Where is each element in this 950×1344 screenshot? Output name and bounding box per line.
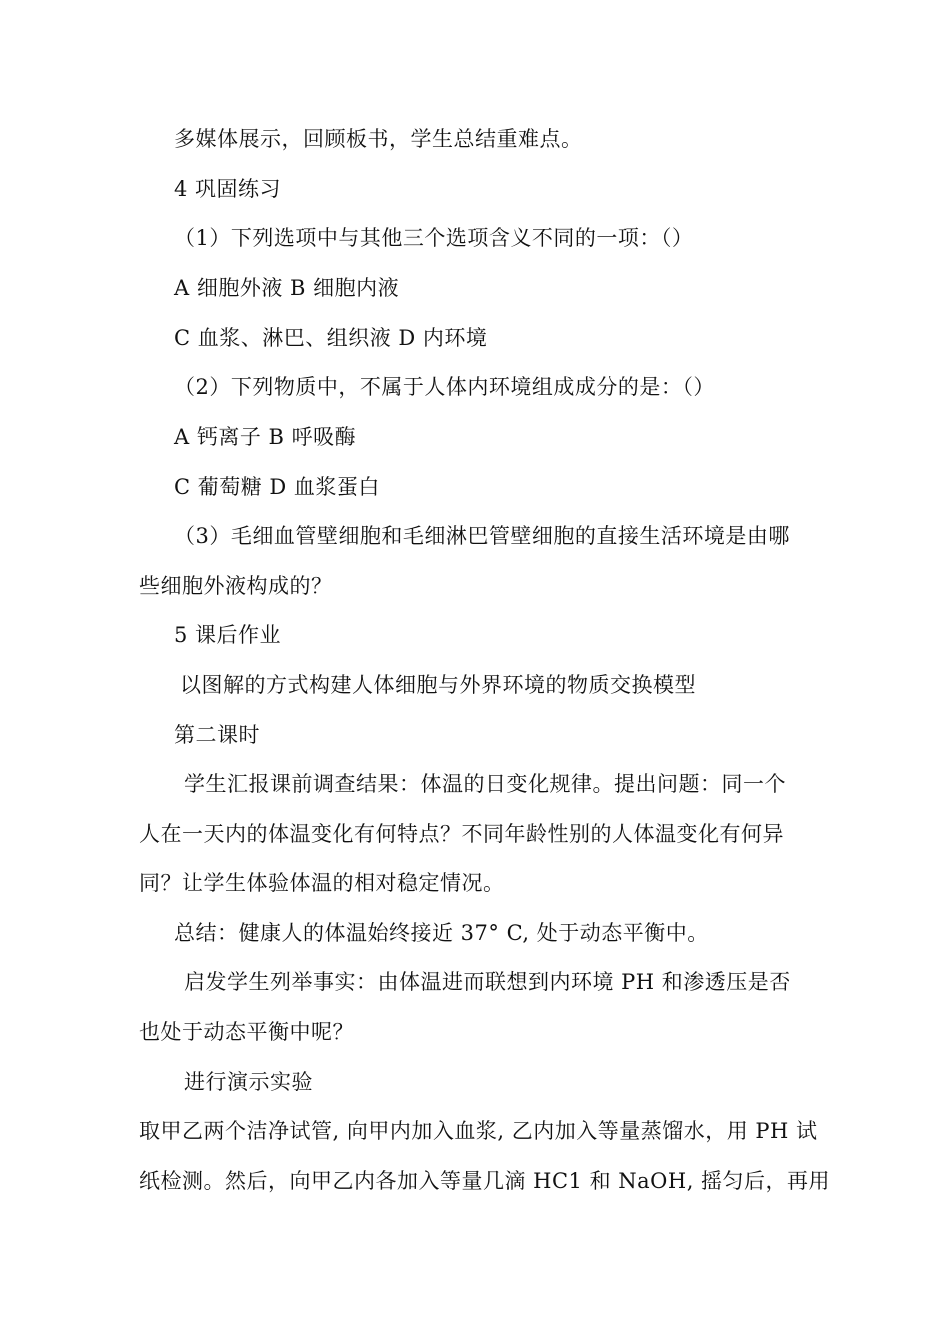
paragraph-2-line-1: 启发学生列举事实：由体温进而联想到内环境 PH 和渗透压是否 [184, 970, 791, 994]
section-heading-consolidation: 4 巩固练习 [174, 177, 282, 201]
paragraph-1-line-1: 学生汇报课前调查结果：体温的日变化规律。提出问题：同一个 [184, 772, 786, 796]
homework-text: 以图解的方式构建人体细胞与外界环境的物质交换模型 [180, 673, 696, 697]
text-line-1: 多媒体展示，回顾板书，学生总结重难点。 [174, 127, 583, 151]
paragraph-1-line-3: 同？让学生体验体温的相对稳定情况。 [139, 871, 505, 895]
summary-line: 总结：健康人的体温始终接近 37° C, 处于动态平衡中。 [174, 921, 709, 945]
paragraph-2-line-2: 也处于动态平衡中呢？ [139, 1020, 354, 1044]
question-1: （1）下列选项中与其他三个选项含义不同的一项：（） [174, 226, 694, 250]
question-3-line-2: 些细胞外液构成的？ [139, 574, 333, 598]
question-3-line-1: （3）毛细血管壁细胞和毛细淋巴管壁细胞的直接生活环境是由哪 [174, 524, 790, 548]
question-1-options-cd: C 血浆、淋巴、组织液 D 内环境 [174, 326, 488, 350]
paragraph-3-line-2: 纸检测。然后，向甲乙内各加入等量几滴 HC1 和 NaOH, 摇匀后，再用 [139, 1169, 831, 1193]
question-2-options-cd: C 葡萄糖 D 血浆蛋白 [174, 475, 380, 499]
question-2: （2）下列物质中，不属于人体内环境组成成分的是：（） [174, 375, 715, 399]
question-1-options-ab: A 细胞外液 B 细胞内液 [174, 276, 400, 300]
question-2-options-ab: A 钙离子 B 呼吸酶 [174, 425, 357, 449]
paragraph-1-line-2: 人在一天内的体温变化有何特点？不同年龄性别的人体温变化有何异 [139, 822, 784, 846]
paragraph-3-line-1: 取甲乙两个洁净试管, 向甲内加入血浆, 乙内加入等量蒸馏水，用 PH 试 [139, 1119, 818, 1143]
section-heading-second-lesson: 第二课时 [174, 723, 260, 747]
section-heading-homework: 5 课后作业 [174, 623, 282, 647]
experiment-heading: 进行演示实验 [184, 1070, 313, 1094]
